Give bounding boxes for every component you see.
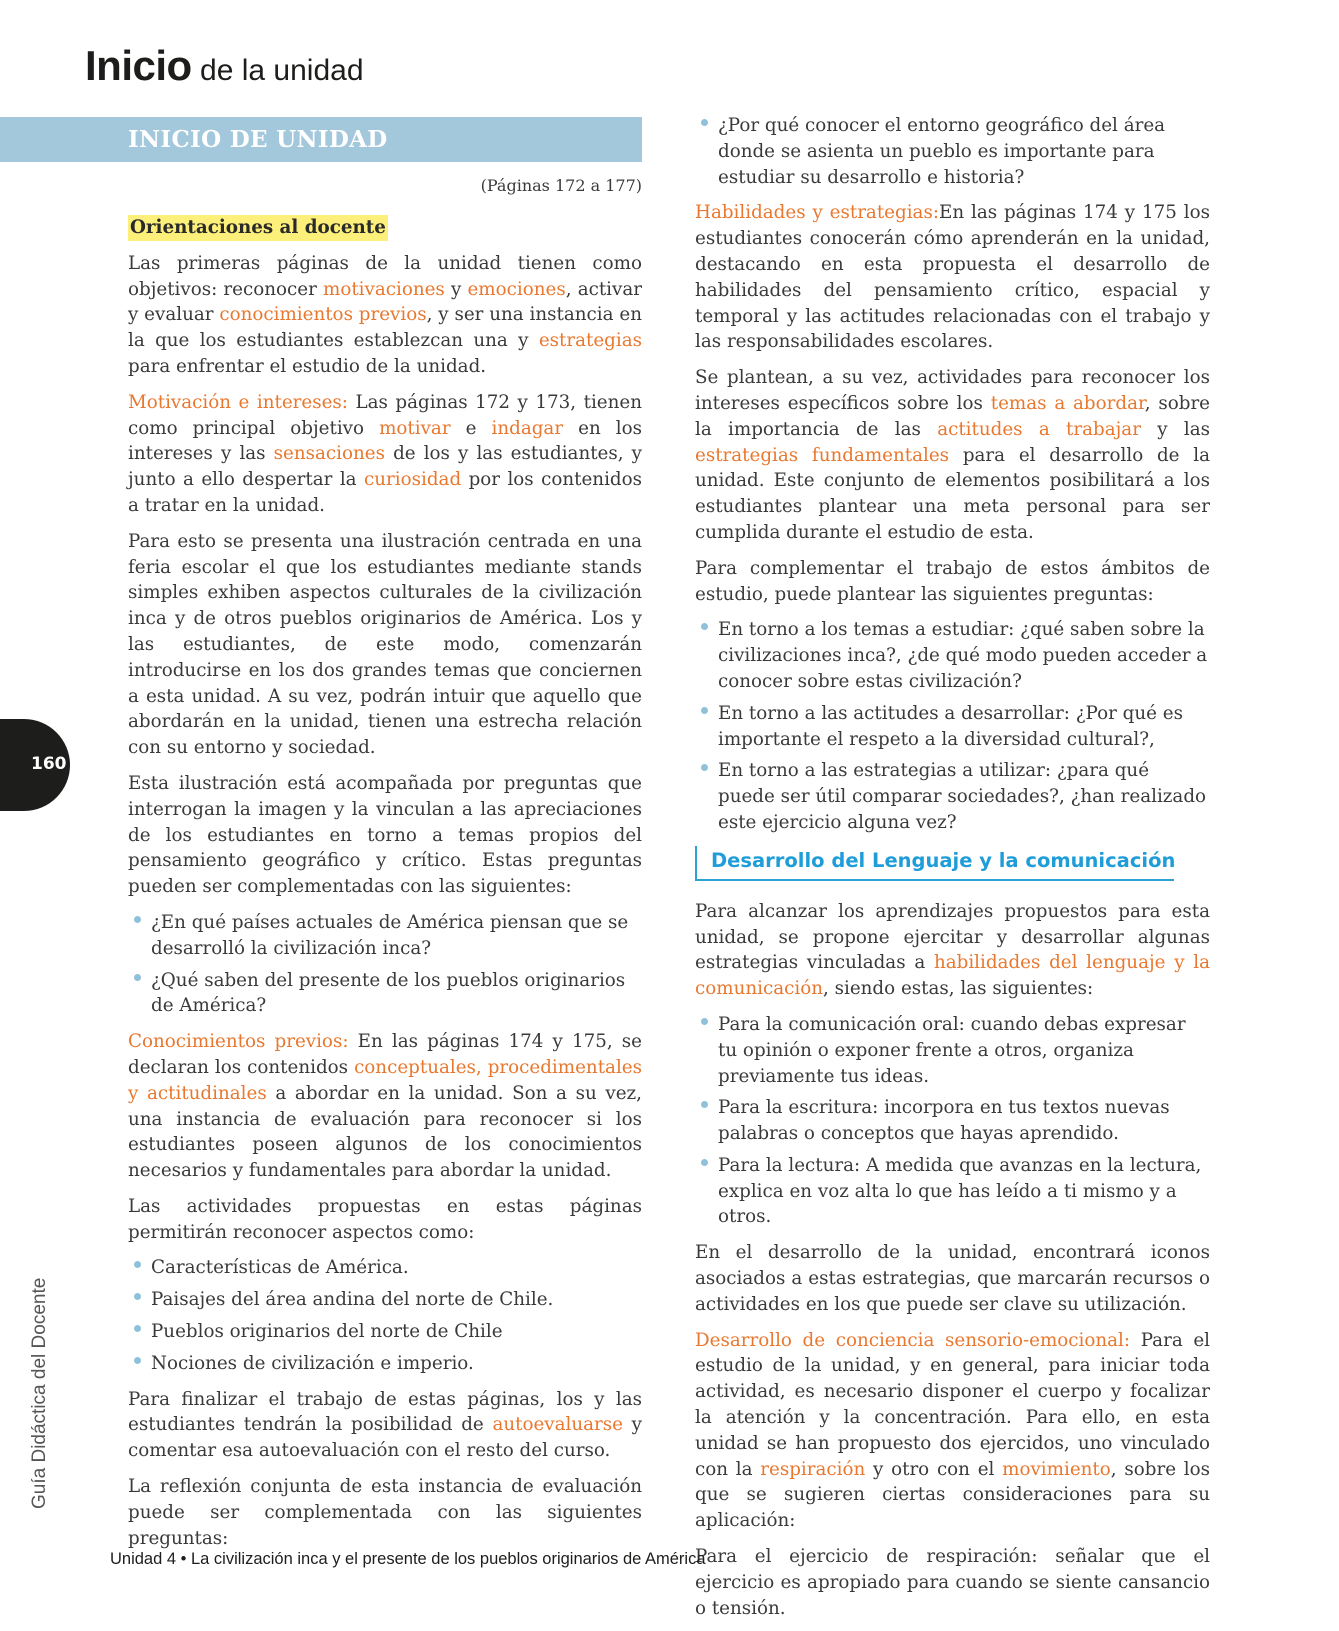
list-item-text: ¿Por qué conocer el entorno geográfico del área donde se asienta un pueblo es importante para estudiar su desarrollo e historia? bbox=[718, 115, 1166, 188]
list-item-text: Paisajes del área andina del norte de Chile. bbox=[151, 1289, 554, 1311]
keyword-lead: Conocimientos previos: bbox=[128, 1031, 349, 1053]
orientaciones-heading: Orientaciones al docente bbox=[128, 215, 388, 241]
paragraph bbox=[128, 1387, 642, 1464]
text: En las páginas 174 y 175, se declaran los contenidos bbox=[128, 1031, 642, 1078]
text: Las páginas 172 y 173, tienen como principal objetivo bbox=[128, 391, 642, 439]
question-list bbox=[128, 910, 642, 1019]
list-item-text: Para la escritura: incorpora en tus textos nuevas palabras o conceptos que hayas aprendido. bbox=[718, 1097, 1170, 1145]
page-number-tab bbox=[0, 719, 70, 811]
paragraph: En el desarrollo de la unidad, encontrará iconos asociados a estas estrategias, que marcarán recursos o actividades en los que puede ser clave su utilización. bbox=[695, 1242, 1210, 1315]
page-number: 160 bbox=[31, 754, 67, 774]
list-item bbox=[695, 1095, 1210, 1147]
page-title bbox=[85, 42, 364, 90]
question-list bbox=[695, 113, 1210, 190]
bullet-icon bbox=[134, 1293, 141, 1300]
text: de los y las estudiantes, y junto a ello despertar la bbox=[128, 443, 642, 491]
list-item bbox=[128, 910, 642, 962]
list-item-text: Nociones de civilización e imperio. bbox=[151, 1352, 474, 1374]
list-item bbox=[695, 701, 1210, 753]
pages-reference: (Páginas 172 a 177) bbox=[480, 176, 642, 195]
right-column bbox=[695, 113, 1210, 1631]
keyword: indagar bbox=[491, 417, 564, 439]
keyword: habilidades del lenguaje y la comunicación bbox=[695, 952, 1210, 1000]
text: , sobre los que se sugieren ciertas consideraciones para su aplicación: bbox=[695, 1458, 1210, 1532]
bullet-icon bbox=[701, 119, 708, 126]
text: , sobre la importancia de las bbox=[695, 392, 1210, 440]
lenguaje-heading: Desarrollo del Lenguaje y la comunicación bbox=[711, 848, 1176, 872]
question-list bbox=[695, 617, 1210, 835]
keyword: motivar bbox=[379, 417, 451, 439]
list-item-text: En torno a las actitudes a desarrollar: ¿Por qué es importante el respeto a la diversidad cultural?, bbox=[718, 702, 1183, 750]
list-item-text: En torno a las estrategias a utilizar: ¿para qué puede ser útil comparar sociedades?, ¿han realizado este ejercicio alguna vez? bbox=[718, 760, 1207, 833]
left-column bbox=[128, 215, 642, 1561]
banner-label: INICIO DE UNIDAD bbox=[128, 126, 388, 153]
keyword: autoevaluarse bbox=[492, 1414, 623, 1436]
bullet-icon bbox=[701, 707, 708, 714]
bullet-icon bbox=[134, 916, 141, 923]
keyword: temas a abordar bbox=[990, 392, 1145, 414]
list-item bbox=[128, 1255, 642, 1281]
keyword: motivaciones bbox=[322, 278, 445, 300]
text: , activar y evaluar bbox=[128, 278, 642, 326]
bullet-icon bbox=[134, 1261, 141, 1268]
list-item-text: Para la comunicación oral: cuando debas expresar tu opinión o exponer frente a otros, organiza previamente tus ideas. bbox=[718, 1013, 1186, 1087]
keyword: estrategias fundamentales bbox=[695, 444, 950, 466]
text: Se plantean, a su vez, actividades para reconocer los intereses específicos sobre los bbox=[695, 367, 1210, 414]
text: Para alcanzar los aprendizajes propuestos para esta unidad, se propone ejercitar y desarrollar algunas estrategias vinculadas a bbox=[695, 900, 1210, 974]
keyword: emociones bbox=[467, 278, 566, 300]
paragraph bbox=[128, 1029, 642, 1184]
keyword-lead: Habilidades y estrategias: bbox=[695, 202, 939, 224]
list-item bbox=[695, 1012, 1210, 1089]
text: a abordar en la unidad. Son a su vez, una instancia de evaluación para reconocer si los estudiantes poseen algunos de los conocimientos necesarios y fundamentales para abordar la unidad. bbox=[128, 1082, 642, 1182]
list-item bbox=[128, 1351, 642, 1377]
list-item bbox=[695, 758, 1210, 835]
text: En las páginas 174 y 175 los estudiantes conocerán cómo aprenderán en la unidad, destacando en esta propuesta el desarrollo de habilidades del pensamiento crítico, espacial y temporal y las actitudes relacionadas con el trabajo y las responsabilidades escolares. bbox=[695, 202, 1210, 353]
keyword: curiosidad bbox=[364, 469, 462, 491]
text: Para el estudio de la unidad, y en general, para iniciar toda actividad, es necesario disponer el cuerpo y focalizar la atención y la concentración. Para ello, en esta unidad se han propuesto dos ejercidos, uno vinculado con la bbox=[695, 1329, 1211, 1480]
text: para enfrentar el estudio de la unidad. bbox=[128, 355, 487, 377]
text: y bbox=[444, 278, 468, 300]
text: en los intereses y las bbox=[128, 417, 643, 465]
paragraph: Para complementar el trabajo de estos ámbitos de estudio, puede plantear las siguientes preguntas: bbox=[695, 557, 1210, 605]
paragraph bbox=[695, 365, 1210, 546]
paragraph bbox=[695, 899, 1210, 1002]
text: Para finalizar el trabajo de estas páginas, los y las estudiantes tendrán la posibilidad de bbox=[128, 1388, 642, 1436]
text: y comentar esa autoevaluación con el resto del curso. bbox=[128, 1414, 643, 1462]
list-item bbox=[695, 617, 1210, 694]
keyword-lead: Motivación e intereses: bbox=[128, 391, 348, 413]
list-item-text: Características de América. bbox=[151, 1257, 409, 1279]
bullet-icon bbox=[701, 623, 708, 630]
lenguaje-heading-box bbox=[695, 846, 1174, 881]
text: , siendo estas, las siguientes: bbox=[822, 978, 1094, 1000]
keyword: conocimientos previos bbox=[219, 304, 427, 326]
keyword-lead: Desarrollo de conciencia sensorio-emocional: bbox=[695, 1329, 1131, 1351]
keyword: conceptuales, procedimentales y actitudinales bbox=[128, 1056, 642, 1104]
paragraph bbox=[695, 1328, 1210, 1534]
list-item-text: Pueblos originarios del norte de Chile bbox=[151, 1321, 503, 1343]
strategies-list bbox=[695, 1012, 1210, 1230]
bullet-icon bbox=[134, 1357, 141, 1364]
text: y las bbox=[1140, 418, 1210, 440]
list-item bbox=[695, 113, 1210, 190]
text: e bbox=[450, 417, 492, 439]
list-item bbox=[128, 1287, 642, 1313]
paragraph: Esta ilustración está acompañada por preguntas que interrogan la imagen y la vinculan a las apreciaciones de los estudiantes en torno a temas propios del pensamiento geográfico y crítico. Estas preguntas pueden ser complementadas con las siguientes: bbox=[128, 772, 642, 898]
list-item bbox=[128, 968, 642, 1020]
text: , y ser una instancia en la que los estudiantes establezcan una y bbox=[128, 304, 642, 352]
text: y otro con el bbox=[865, 1458, 1003, 1480]
bullet-icon bbox=[701, 1101, 708, 1108]
keyword: respiración bbox=[760, 1458, 866, 1480]
bullet-icon bbox=[701, 764, 708, 771]
list-item-text: En torno a los temas a estudiar: ¿qué saben sobre la civilizaciones inca?, ¿de qué modo pueden acceder a conocer sobre estas civilización? bbox=[718, 619, 1208, 692]
paragraph bbox=[128, 390, 642, 519]
side-label: Guía Didáctica del Docente bbox=[29, 1277, 50, 1509]
text: por los contenidos a tratar en la unidad. bbox=[128, 469, 643, 516]
paragraph: La reflexión conjunta de esta instancia de evaluación puede ser complementada con las siguientes preguntas: bbox=[128, 1476, 642, 1549]
paragraph bbox=[128, 251, 642, 380]
bullet-icon bbox=[134, 974, 141, 981]
list-item-text: ¿En qué países actuales de América piensan que se desarrolló la civilización inca? bbox=[151, 911, 629, 959]
footer-text: Unidad 4 • La civilización inca y el presente de los pueblos originarios de América bbox=[110, 1550, 706, 1568]
bullet-icon bbox=[134, 1325, 141, 1332]
list-item bbox=[695, 1153, 1210, 1230]
bullet-icon bbox=[701, 1018, 708, 1025]
text: para el desarrollo de la unidad. Este conjunto de elementos posibilitará a los estudiantes plantear una meta personal para ser cumplida durante el estudio de esta. bbox=[695, 444, 1210, 543]
keyword: sensaciones bbox=[273, 443, 385, 465]
paragraph: Las actividades propuestas en estas páginas permitirán reconocer aspectos como: bbox=[128, 1195, 642, 1243]
keyword: actitudes a trabajar bbox=[937, 418, 1141, 440]
keyword: movimiento bbox=[1002, 1458, 1111, 1480]
bullet-icon bbox=[701, 1159, 708, 1166]
title-bold: Inicio bbox=[85, 42, 192, 89]
list-item-text: ¿Qué saben del presente de los pueblos originarios de América? bbox=[151, 969, 626, 1017]
title-rest: de la unidad bbox=[191, 54, 364, 87]
paragraph: Para el ejercicio de respiración: señalar que el ejercicio es apropiado para cuando se siente cansancio o tensión. bbox=[695, 1546, 1210, 1619]
section-banner bbox=[0, 117, 642, 162]
keyword: estrategias bbox=[538, 330, 642, 352]
list-item bbox=[128, 1319, 642, 1345]
list-item-text: Para la lectura: A medida que avanzas en la lectura, explica en voz alta lo que has leído a ti mismo y a otros. bbox=[718, 1154, 1202, 1228]
paragraph: Para esto se presenta una ilustración centrada en una feria escolar el que los estudiantes mediante stands simples exhiben aspectos culturales de la civilización inca y de otros pueblos originarios de América. Los y las estudiantes, de este modo, comenzarán introducirse en los dos grandes temas que conciernen a esta unidad. A su vez, podrán intuir que aquello que abordarán en la unidad, tienen una estrecha relación con su entorno y sociedad. bbox=[128, 530, 642, 759]
paragraph bbox=[695, 200, 1210, 355]
aspects-list bbox=[128, 1255, 642, 1376]
text: Las primeras páginas de la unidad tienen como objetivos: reconocer bbox=[128, 252, 642, 300]
